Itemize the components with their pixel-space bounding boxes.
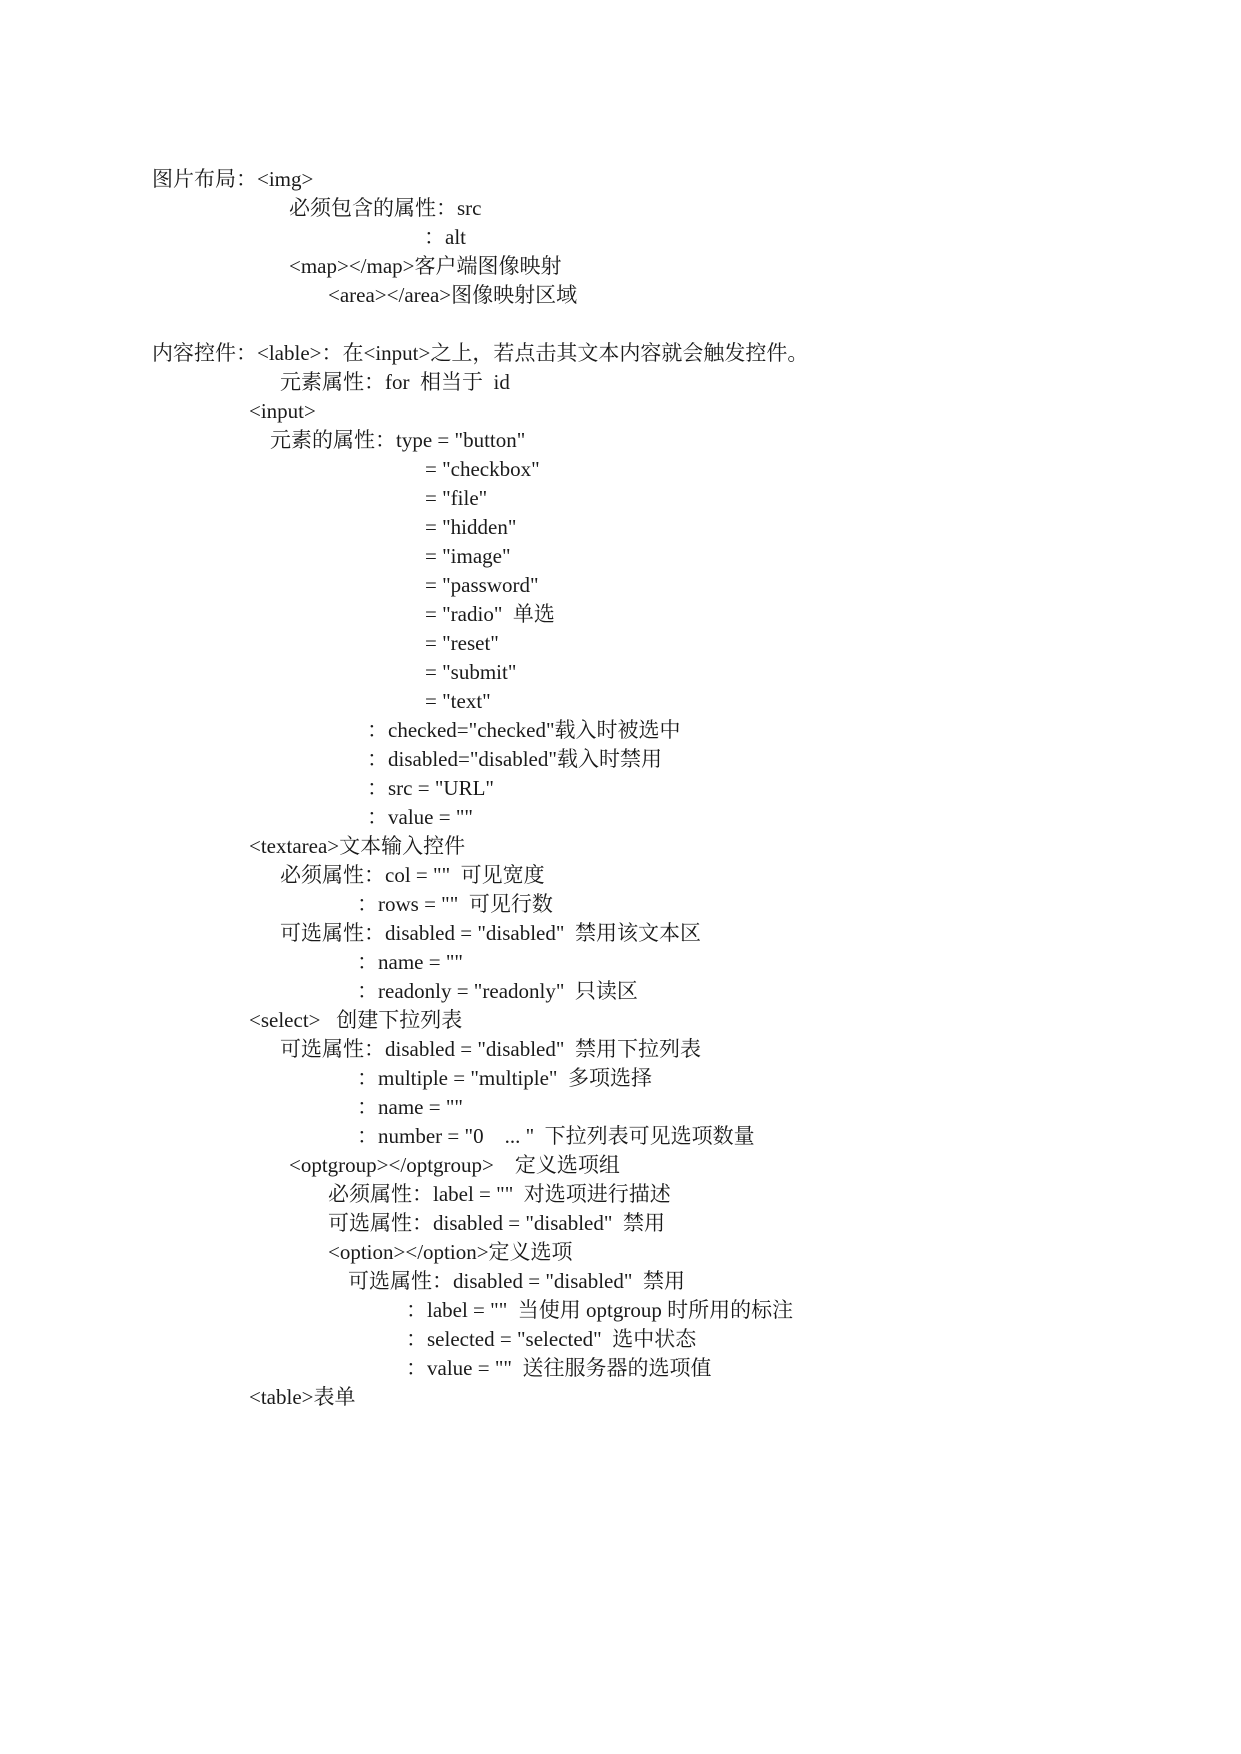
- text-line: <table>表单: [249, 1385, 356, 1409]
- text-line: ：selected = "selected" 选中状态: [406, 1327, 697, 1351]
- text-line: 可选属性：disabled = "disabled" 禁用下拉列表: [280, 1037, 701, 1061]
- text-line: = "image": [425, 544, 511, 568]
- text-line: = "text": [425, 689, 491, 713]
- text-line: <textarea>文本输入控件: [249, 834, 466, 858]
- text-line: ：name = "": [357, 1095, 463, 1119]
- text-line: ：number = "0 ... " 下拉列表可见选项数量: [357, 1124, 755, 1148]
- text-line: <input>: [249, 399, 316, 423]
- text-line: ：multiple = "multiple" 多项选择: [357, 1066, 652, 1090]
- text-line: ：checked="checked"载入时被选中: [367, 718, 681, 742]
- text-line: = "submit": [425, 660, 517, 684]
- text-line: = "checkbox": [425, 457, 540, 481]
- text-line: ：value = "": [367, 805, 473, 829]
- text-line: <optgroup></optgroup> 定义选项组: [289, 1153, 620, 1177]
- text-line: <option></option>定义选项: [328, 1240, 573, 1264]
- text-line: ：readonly = "readonly" 只读区: [357, 979, 638, 1003]
- text-line: 元素的属性：type = "button": [270, 428, 526, 452]
- text-line: = "radio" 单选: [425, 602, 555, 626]
- section-heading-image-layout: 图片布局：<img>: [152, 167, 314, 191]
- text-line: 元素属性：for 相当于 id: [280, 370, 510, 394]
- section-heading-content-controls: 内容控件：<lable>：在<input>之上，若点击其文本内容就会触发控件。: [152, 341, 809, 365]
- text-line: 必须包含的属性：src: [289, 196, 482, 220]
- text-line: = "file": [425, 486, 488, 510]
- text-line: <area></area>图像映射区域: [328, 283, 578, 307]
- text-line: ：rows = "" 可见行数: [357, 892, 553, 916]
- text-line: 必须属性：col = "" 可见宽度: [280, 863, 545, 887]
- text-line: ：label = "" 当使用 optgroup 时所用的标注: [406, 1298, 794, 1322]
- text-line: ：value = "" 送往服务器的选项值: [406, 1356, 712, 1380]
- text-line: 可选属性：disabled = "disabled" 禁用: [328, 1211, 665, 1235]
- text-line: 可选属性：disabled = "disabled" 禁用: [348, 1269, 685, 1293]
- text-line: 可选属性：disabled = "disabled" 禁用该文本区: [280, 921, 701, 945]
- text-line: = "reset": [425, 631, 499, 655]
- text-line: <map></map>客户端图像映射: [289, 254, 562, 278]
- text-line: <select> 创建下拉列表: [249, 1008, 463, 1032]
- text-line: = "hidden": [425, 515, 517, 539]
- text-line: 必须属性：label = "" 对选项进行描述: [328, 1182, 671, 1206]
- text-line: ：name = "": [357, 950, 463, 974]
- text-line: ：src = "URL": [367, 776, 494, 800]
- text-line: ：disabled="disabled"载入时禁用: [367, 747, 662, 771]
- text-line: ：alt: [424, 225, 466, 249]
- text-line: = "password": [425, 573, 539, 597]
